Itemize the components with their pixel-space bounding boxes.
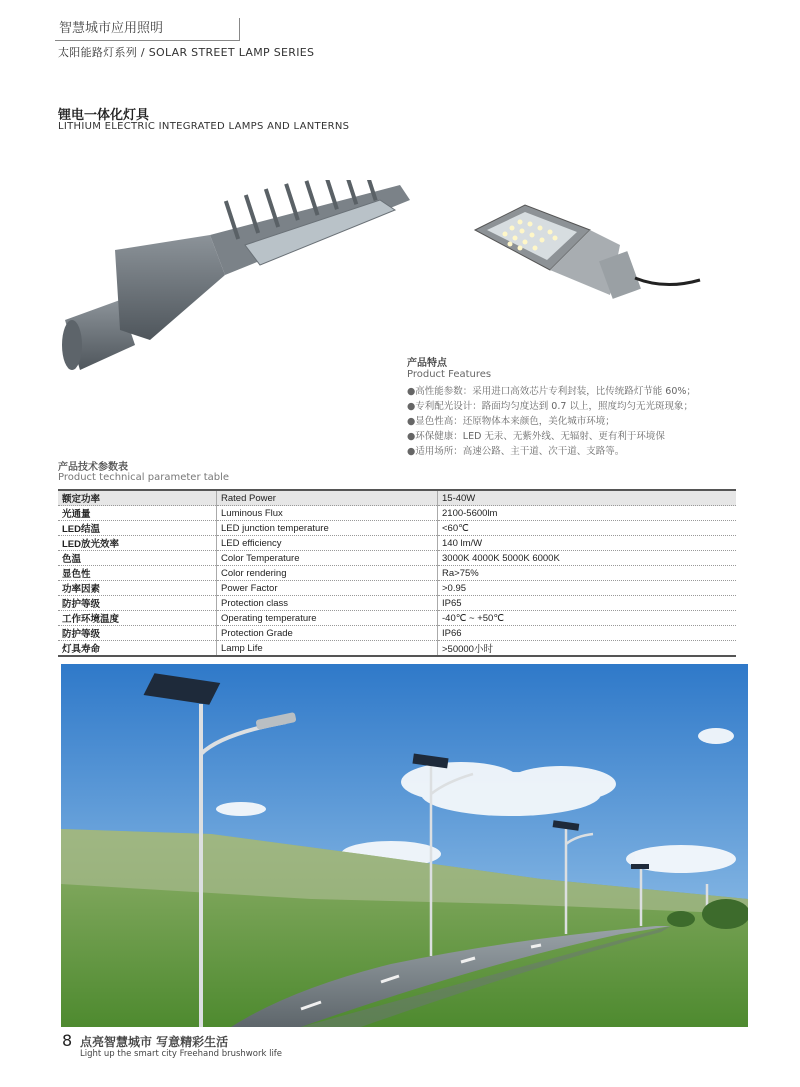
table-row — [58, 506, 736, 521]
param-en: Luminous Flux — [217, 506, 438, 521]
page-number: 8 — [62, 1031, 73, 1050]
param-cn: 色温 — [58, 551, 217, 566]
footer-slogan-en: Light up the smart city Freehand brushwork life — [80, 1049, 283, 1059]
spec-table — [58, 489, 736, 657]
param-value: -40℃ ~ +50℃ — [438, 611, 737, 626]
table-row — [58, 521, 736, 536]
param-cn: 额定功率 — [58, 490, 217, 506]
param-en: Color rendering — [217, 566, 438, 581]
street-lamp-side-image — [60, 180, 420, 380]
features-title-en: Product Features — [407, 369, 492, 380]
table-row — [58, 611, 736, 626]
param-value: IP65 — [438, 596, 737, 611]
table-row — [58, 536, 736, 551]
param-value: 3000K 4000K 5000K 6000K — [438, 551, 737, 566]
param-cn: 工作环境温度 — [58, 611, 217, 626]
table-row — [58, 626, 736, 641]
param-value: 140 lm/W — [438, 536, 737, 551]
feature-item: ●高性能参数：采用进口高效芯片专利封装，比传统路灯节能 60%； — [407, 386, 696, 397]
param-cn: 防护等级 — [58, 626, 217, 641]
param-en: Color Temperature — [217, 551, 438, 566]
param-value: >50000小时 — [438, 641, 737, 657]
param-cn: 防护等级 — [58, 596, 217, 611]
param-value: <60℃ — [438, 521, 737, 536]
param-en: Protection class — [217, 596, 438, 611]
param-en: Lamp Life — [217, 641, 438, 657]
features-list — [407, 384, 767, 459]
param-cn: 显色性 — [58, 566, 217, 581]
series-title: 太阳能路灯系列 / SOLAR STREET LAMP SERIES — [58, 46, 315, 59]
solar-road-photo — [61, 664, 748, 1027]
table-row — [58, 641, 736, 657]
param-en: Rated Power — [217, 490, 438, 506]
table-row — [58, 581, 736, 596]
table-row — [58, 551, 736, 566]
brand-title: 智慧城市应用照明 — [55, 18, 240, 41]
param-en: LED efficiency — [217, 536, 438, 551]
param-en: LED junction temperature — [217, 521, 438, 536]
product-title-en: LITHIUM ELECTRIC INTEGRATED LAMPS AND LANTERNS — [58, 121, 350, 132]
param-en: Protection Grade — [217, 626, 438, 641]
param-value: 15-40W — [438, 490, 737, 506]
table-row — [58, 566, 736, 581]
feature-item: ●环保健康：LED 无汞、无紫外线、无辐射、更有利于环境保 — [407, 431, 665, 442]
param-value: >0.95 — [438, 581, 737, 596]
spec-table-title-cn: 产品技术参数表 — [58, 462, 128, 473]
features-title-cn: 产品特点 — [407, 358, 447, 369]
param-value: 2100-5600lm — [438, 506, 737, 521]
table-row — [58, 490, 736, 506]
param-cn: 灯具寿命 — [58, 641, 217, 657]
param-value: IP66 — [438, 626, 737, 641]
param-cn: LED放光效率 — [58, 536, 217, 551]
footer-slogan-cn: 点亮智慧城市 写意精彩生活 — [80, 1035, 229, 1049]
feature-item: ●专利配光设计：路面均匀度达到 0.7 以上，照度均匀无光斑现象； — [407, 401, 693, 412]
param-en: Operating temperature — [217, 611, 438, 626]
param-value: Ra>75% — [438, 566, 737, 581]
feature-item: ●显色性高：还原物体本来颜色，美化城市环境； — [407, 416, 615, 427]
param-cn: LED结温 — [58, 521, 217, 536]
spec-table-title-en: Product technical parameter table — [58, 472, 230, 483]
product-title-cn: 锂电一体化灯具 — [58, 108, 150, 123]
param-en: Power Factor — [217, 581, 438, 596]
feature-item: ●适用场所：高速公路、主干道、次干道、支路等。 — [407, 446, 625, 457]
param-cn: 光通量 — [58, 506, 217, 521]
header-divider — [55, 40, 237, 41]
param-cn: 功率因素 — [58, 581, 217, 596]
street-lamp-panel-image — [465, 200, 705, 310]
table-row — [58, 596, 736, 611]
